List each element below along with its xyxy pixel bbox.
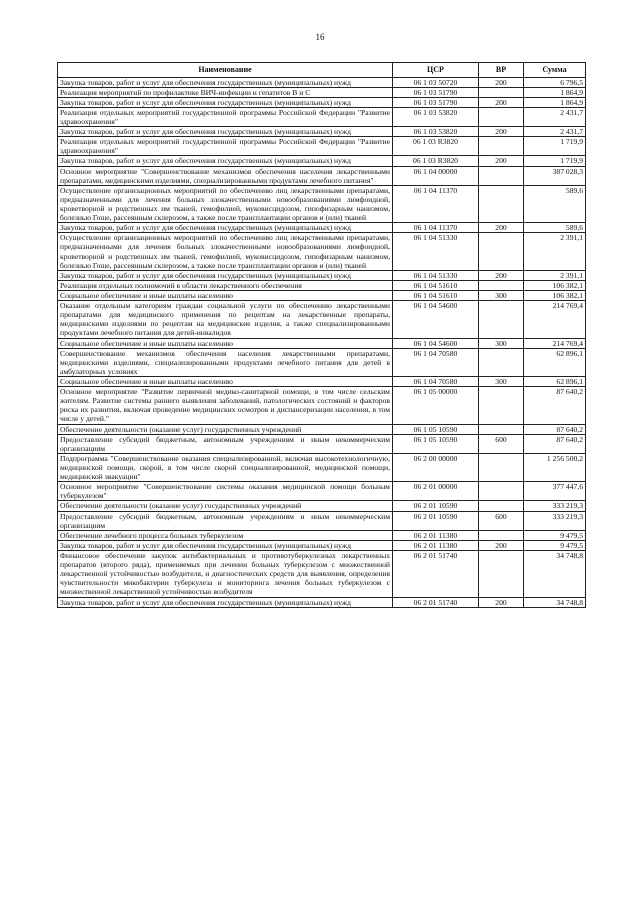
table-row: [58, 550, 586, 597]
cell-sum: 214 769,4: [524, 338, 586, 348]
cell-csr: 06 2 01 51740: [393, 597, 479, 607]
table-row: [58, 597, 586, 607]
table-row: [58, 77, 586, 87]
cell-vr: [479, 453, 524, 481]
cell-sum: 387 028,3: [524, 166, 586, 185]
table-row: [58, 87, 586, 97]
cell-sum: 2 391,1: [524, 270, 586, 280]
table-row: [58, 107, 586, 126]
cell-name: Закупка товаров, работ и услуг для обеспечения государственных (муниципальных) нужд: [58, 156, 393, 166]
header-csr: ЦСР: [393, 63, 479, 78]
cell-vr: [479, 424, 524, 434]
header-sum: Сумма: [524, 63, 586, 78]
cell-csr: 06 1 04 54600: [393, 301, 479, 338]
table-row: [58, 540, 586, 550]
budget-table: [57, 62, 586, 608]
table-row: [58, 453, 586, 481]
cell-vr: 200: [479, 223, 524, 233]
cell-csr: 06 1 03 51790: [393, 97, 479, 107]
cell-name: Основное мероприятие "Совершенствование системы оказания медицинской помощи больным туберкулезом": [58, 482, 393, 501]
cell-name: Закупка товаров, работ и услуг для обеспечения государственных (муниципальных) нужд: [58, 597, 393, 607]
table-row: [58, 424, 586, 434]
cell-sum: 1 719,9: [524, 156, 586, 166]
cell-sum: 87 640,2: [524, 424, 586, 434]
cell-name: Оказание отдельным категориям граждан социальной услуги по обеспечению лекарственными препаратами для медицинского применения по рецептам на лекарственные препараты, медицинскими изделиями по рецептам на медицинские изделия, а также специализированными продуктами лечебного питания для детей-инвалидов: [58, 301, 393, 338]
cell-name: Основное мероприятие "Совершенствование механизмов обеспечения населения лекарственными препаратами, медицинскими изделиями, специализированными продуктами лечебного питания": [58, 166, 393, 185]
table-row: [58, 291, 586, 301]
cell-sum: 9 479,5: [524, 530, 586, 540]
cell-csr: 06 2 01 51740: [393, 550, 479, 597]
cell-vr: [479, 107, 524, 126]
table-body: [58, 77, 586, 607]
cell-sum: 589,6: [524, 223, 586, 233]
cell-csr: 06 1 05 00000: [393, 387, 479, 424]
cell-vr: 300: [479, 338, 524, 348]
table-header-row: [58, 63, 586, 78]
table-row: [58, 511, 586, 530]
cell-csr: 06 1 05 10590: [393, 424, 479, 434]
cell-csr: 06 2 01 10590: [393, 511, 479, 530]
cell-vr: 600: [479, 511, 524, 530]
table-row: [58, 233, 586, 270]
cell-csr: 06 2 01 11380: [393, 540, 479, 550]
cell-csr: 06 2 01 00000: [393, 482, 479, 501]
table-row: [58, 338, 586, 348]
cell-sum: 214 769,4: [524, 301, 586, 338]
cell-name: Обеспечение лечебного процесса больных туберкулезом: [58, 530, 393, 540]
cell-csr: 06 1 03 53820: [393, 127, 479, 137]
cell-sum: 1 256 500,2: [524, 453, 586, 481]
cell-vr: [479, 348, 524, 376]
cell-vr: [479, 482, 524, 501]
header-vr: ВР: [479, 63, 524, 78]
table-row: [58, 185, 586, 222]
cell-vr: [479, 301, 524, 338]
cell-sum: 589,6: [524, 185, 586, 222]
cell-sum: 34 748,8: [524, 597, 586, 607]
cell-csr: 06 1 04 54600: [393, 338, 479, 348]
cell-sum: 9 479,5: [524, 540, 586, 550]
cell-csr: 06 1 04 70580: [393, 376, 479, 386]
cell-sum: 2 431,7: [524, 127, 586, 137]
cell-csr: 06 1 03 53820: [393, 107, 479, 126]
cell-csr: 06 1 04 00000: [393, 166, 479, 185]
table-row: [58, 223, 586, 233]
cell-sum: 6 796,5: [524, 77, 586, 87]
table-row: [58, 434, 586, 453]
cell-name: Реализация отдельных мероприятий государственной программы Российской Федерации "Развитие здравоохранения": [58, 107, 393, 126]
cell-csr: 06 1 04 51610: [393, 280, 479, 290]
cell-sum: 1 864,9: [524, 87, 586, 97]
cell-csr: 06 1 03 R3820: [393, 156, 479, 166]
cell-sum: 106 382,1: [524, 280, 586, 290]
cell-csr: 06 1 05 10590: [393, 434, 479, 453]
cell-vr: [479, 387, 524, 424]
cell-vr: [479, 166, 524, 185]
table-row: [58, 127, 586, 137]
cell-vr: [479, 185, 524, 222]
cell-vr: 200: [479, 597, 524, 607]
cell-vr: 200: [479, 127, 524, 137]
cell-name: Осуществление организационных мероприятий по обеспечению лиц лекарственными препаратами, предназначенными для лечения больных злокачественными новообразованиями лимфоидной, кроветворной и родственных им тканей, гемофилией, муковисцидозом, гипофизарным нанизмом, болезнью Гоше, рассеянным склерозом, а также после трансплантации органов и (или) тканей: [58, 185, 393, 222]
cell-vr: 200: [479, 156, 524, 166]
cell-csr: 06 1 03 50720: [393, 77, 479, 87]
cell-sum: 87 640,2: [524, 434, 586, 453]
cell-sum: 333 219,3: [524, 501, 586, 511]
page-number: 16: [315, 32, 325, 42]
cell-name: Социальное обеспечение и иные выплаты населению: [58, 291, 393, 301]
cell-name: Финансовое обеспечение закупок антибактериальных и противотуберкулезных лекарственных препаратов (второго ряда), применяемых при лечении больных туберкулезом с множественной лекарственной устойчивостью возбудителя, и диагностических средств для выявления, определения чувствительности микобактерии туберкулеза и мониторинга лечения больных туберкулезом с множественной лекарственной устойчивостью возбудителя: [58, 550, 393, 597]
cell-name: Реализация отдельных мероприятий государственной программы Российской Федерации "Развитие здравоохранения": [58, 137, 393, 156]
cell-vr: [479, 501, 524, 511]
cell-name: Совершенствование механизмов обеспечения населения лекарственными препаратами, медицинскими изделиями, специализированными продуктами лечебного питания для детей в амбулаторных условиях: [58, 348, 393, 376]
cell-name: Обеспечение деятельности (оказание услуг) государственных учреждений: [58, 424, 393, 434]
cell-sum: 106 382,1: [524, 291, 586, 301]
cell-sum: 1 719,9: [524, 137, 586, 156]
cell-name: Предоставление субсидий бюджетным, автономным учреждениям и иным некоммерческим организациям: [58, 511, 393, 530]
cell-vr: 200: [479, 77, 524, 87]
cell-vr: 300: [479, 376, 524, 386]
cell-name: Предоставление субсидий бюджетным, автономным учреждениям и иным некоммерческим организациям: [58, 434, 393, 453]
table-row: [58, 501, 586, 511]
table-row: [58, 137, 586, 156]
table-row: [58, 97, 586, 107]
cell-vr: [479, 280, 524, 290]
cell-name: Обеспечение деятельности (оказание услуг) государственных учреждений: [58, 501, 393, 511]
table-row: [58, 348, 586, 376]
cell-name: Закупка товаров, работ и услуг для обеспечения государственных (муниципальных) нужд: [58, 223, 393, 233]
table-row: [58, 156, 586, 166]
cell-sum: 377 447,6: [524, 482, 586, 501]
cell-vr: 200: [479, 270, 524, 280]
cell-vr: 600: [479, 434, 524, 453]
cell-vr: 200: [479, 97, 524, 107]
header-name: Наименование: [58, 63, 393, 78]
table-row: [58, 270, 586, 280]
cell-csr: 06 1 03 51790: [393, 87, 479, 97]
cell-vr: 300: [479, 291, 524, 301]
cell-sum: 2 431,7: [524, 107, 586, 126]
cell-sum: 2 391,1: [524, 233, 586, 270]
cell-name: Закупка товаров, работ и услуг для обеспечения государственных (муниципальных) нужд: [58, 77, 393, 87]
cell-vr: [479, 87, 524, 97]
cell-sum: 1 864,9: [524, 97, 586, 107]
cell-sum: 34 748,8: [524, 550, 586, 597]
cell-name: Основное мероприятие "Развитие первичной медико-санитарной помощи, в том числе сельским жителям. Развитие системы раннего выявления заболеваний, патологических состояний и факторов риска их развития, включая проведение медицинских осмотров и диспансеризации населения, в том числе у детей.": [58, 387, 393, 424]
table-row: [58, 280, 586, 290]
cell-sum: 333 219,3: [524, 511, 586, 530]
cell-name: Подпрограмма "Совершенствование оказания специализированной, включая высокотехнологичную, медицинской помощи, скорой, в том числе скорой специализированной, медицинской помощи, медицинской эвакуации": [58, 453, 393, 481]
table-row: [58, 530, 586, 540]
cell-sum: 62 896,1: [524, 376, 586, 386]
cell-name: Закупка товаров, работ и услуг для обеспечения государственных (муниципальных) нужд: [58, 127, 393, 137]
cell-name: Закупка товаров, работ и услуг для обеспечения государственных (муниципальных) нужд: [58, 97, 393, 107]
table-row: [58, 166, 586, 185]
cell-name: Закупка товаров, работ и услуг для обеспечения государственных (муниципальных) нужд: [58, 540, 393, 550]
cell-name: Реализация отдельных полномочий в области лекарственного обеспечения: [58, 280, 393, 290]
cell-csr: 06 1 04 51610: [393, 291, 479, 301]
cell-vr: [479, 550, 524, 597]
cell-csr: 06 1 04 11370: [393, 185, 479, 222]
cell-vr: 200: [479, 540, 524, 550]
table-row: [58, 482, 586, 501]
cell-vr: [479, 530, 524, 540]
cell-csr: 06 2 01 11380: [393, 530, 479, 540]
cell-name: Социальное обеспечение и иные выплаты населению: [58, 376, 393, 386]
cell-name: Закупка товаров, работ и услуг для обеспечения государственных (муниципальных) нужд: [58, 270, 393, 280]
cell-name: Реализация мероприятий по профилактике ВИЧ-инфекции и гепатитов В и С: [58, 87, 393, 97]
cell-csr: 06 1 04 70580: [393, 348, 479, 376]
table-row: [58, 301, 586, 338]
cell-csr: 06 1 04 51330: [393, 270, 479, 280]
cell-csr: 06 2 00 00000: [393, 453, 479, 481]
cell-csr: 06 1 04 51330: [393, 233, 479, 270]
cell-sum: 87 640,2: [524, 387, 586, 424]
cell-vr: [479, 233, 524, 270]
cell-csr: 06 1 04 11370: [393, 223, 479, 233]
cell-csr: 06 2 01 10590: [393, 501, 479, 511]
cell-sum: 62 896,1: [524, 348, 586, 376]
cell-csr: 06 1 03 R3820: [393, 137, 479, 156]
cell-vr: [479, 137, 524, 156]
table-row: [58, 376, 586, 386]
cell-name: Социальное обеспечение и иные выплаты населению: [58, 338, 393, 348]
table-row: [58, 387, 586, 424]
cell-name: Осуществление организационных мероприятий по обеспечению лиц лекарственными препаратами, предназначенными для лечения больных злокачественными новообразованиями лимфоидной, кроветворной и родственных им тканей, гемофилией, муковисцидозом, гипофизарным нанизмом, болезнью Гоше, рассеянным склерозом, а также после трансплантации органов и (или) тканей: [58, 233, 393, 270]
